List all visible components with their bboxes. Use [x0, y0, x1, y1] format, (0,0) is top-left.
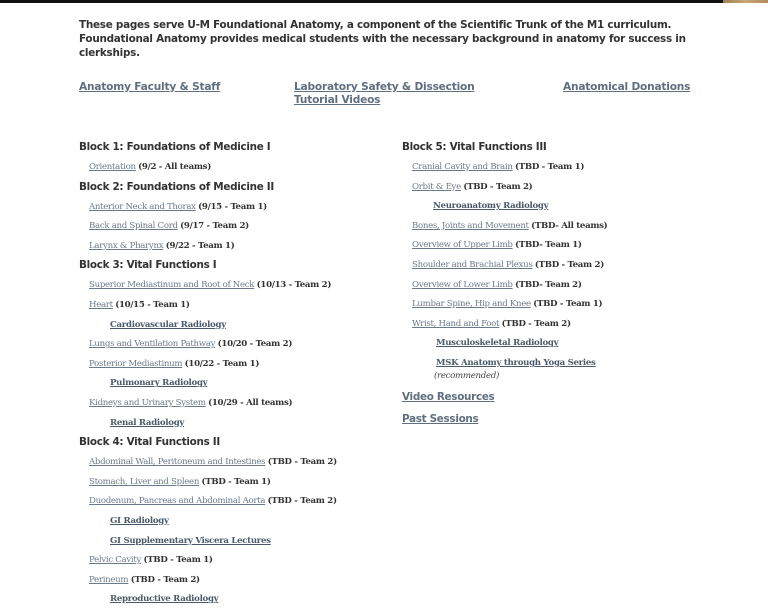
block-5-heading: Block 5: Vital Functions III	[402, 141, 547, 153]
past-sessions-link[interactable]: Past Sessions	[402, 412, 479, 425]
shoulder-brachial-link[interactable]: Shoulder and Brachial Plexus	[412, 259, 533, 270]
item-meta: (TBD- All teams)	[531, 220, 608, 231]
renal-radiology-link[interactable]: Renal Radiology	[110, 417, 185, 428]
item-meta: (TBD - Team 2)	[534, 259, 604, 270]
intro-text: These pages serve U-M Foundational Anatomy, a component of the Scientific Trunk of the M1 curriculum. Foundational Anatomy provides medical students with the necessary background in anatomy for success in clerkships.	[79, 19, 686, 59]
msk-yoga-link[interactable]: MSK Anatomy through Yoga Series	[436, 357, 596, 368]
video-resources-link[interactable]: Video Resources	[402, 390, 495, 403]
block-3-heading: Block 3: Vital Functions I	[79, 259, 217, 272]
list-item	[402, 318, 722, 338]
item-meta: (TBD - Team 1)	[201, 476, 271, 487]
sub-item	[402, 357, 722, 391]
block-1-heading: Block 1: Foundations of Medicine I	[79, 141, 271, 153]
orientation-link[interactable]: Orientation	[89, 162, 136, 172]
list-item	[79, 161, 399, 181]
cranial-cavity-link[interactable]: Cranial Cavity and Brain	[412, 162, 513, 172]
item-meta: (TBD - Team 1)	[515, 162, 585, 172]
kidneys-urinary-link[interactable]: Kidneys and Urinary System	[89, 397, 206, 408]
anterior-neck-thorax-link[interactable]: Anterior Neck and Thorax	[89, 201, 196, 212]
lab-safety-videos-link[interactable]: Laboratory Safety & Dissection Tutorial Videos	[294, 81, 475, 106]
neuroanatomy-radiology-link[interactable]: Neuroanatomy Radiology	[433, 201, 549, 212]
sub-item	[402, 337, 722, 357]
item-meta: (9/15 - Team 1)	[198, 201, 267, 212]
item-meta: (TBD - Team 2)	[130, 574, 200, 585]
item-meta: (TBD - Team 2)	[463, 181, 533, 192]
list-item	[402, 298, 722, 318]
duodenum-pancreas-link[interactable]: Duodenum, Pancreas and Abdominal Aorta	[89, 496, 266, 507]
back-spinal-cord-link[interactable]: Back and Spinal Cord	[89, 221, 178, 232]
anatomical-donations-link[interactable]: Anatomical Donations	[563, 81, 691, 93]
list-item	[79, 397, 399, 417]
list-item	[79, 554, 399, 574]
upper-limb-link[interactable]: Overview of Upper Limb	[412, 240, 513, 251]
item-meta: (9/17 - Team 2)	[180, 221, 249, 232]
list-item	[402, 161, 722, 181]
sub-item	[79, 515, 399, 535]
list-item	[79, 240, 399, 260]
section-link	[402, 391, 722, 413]
sub-item	[79, 417, 399, 437]
superior-mediastinum-link[interactable]: Superior Mediastinum and Root of Neck	[89, 280, 255, 291]
lower-limb-link[interactable]: Overview of Lower Limb	[412, 279, 513, 290]
stomach-liver-spleen-link[interactable]: Stomach, Liver and Spleen	[89, 476, 200, 487]
item-meta: (TBD - Team 1)	[533, 299, 603, 310]
item-meta: (TBD - Team 2)	[501, 318, 571, 329]
list-item	[79, 220, 399, 240]
anatomy-faculty-staff-link[interactable]: Anatomy Faculty & Staff	[79, 81, 221, 93]
item-meta: (10/20 - Team 2)	[217, 339, 293, 350]
gi-supplementary-link[interactable]: GI Supplementary Viscera Lectures	[110, 535, 271, 546]
pulmonary-radiology-link[interactable]: Pulmonary Radiology	[110, 378, 208, 389]
perineum-link[interactable]: Perineum	[89, 574, 129, 585]
list-item	[79, 456, 399, 476]
list-item	[402, 181, 722, 201]
heart-link[interactable]: Heart	[89, 299, 113, 310]
recommended-note: (recommended)	[434, 370, 499, 381]
item-meta: (10/29 - All teams)	[208, 397, 293, 408]
section-link	[402, 413, 722, 435]
block-4-heading: Block 4: Vital Functions II	[79, 436, 220, 449]
orbit-eye-link[interactable]: Orbit & Eye	[412, 181, 461, 192]
list-item	[79, 574, 399, 594]
item-meta: (9/2 - All teams)	[138, 162, 211, 172]
list-item	[402, 279, 722, 299]
top-bar	[0, 0, 768, 3]
item-meta: (10/15 - Team 1)	[115, 299, 190, 310]
reproductive-radiology-link[interactable]: Reproductive Radiology	[110, 594, 219, 605]
sub-item	[79, 319, 399, 339]
item-meta: (TBD - Team 2)	[267, 496, 337, 507]
item-meta: (9/22 - Team 1)	[165, 240, 235, 251]
block-2-heading: Block 2: Foundations of Medicine II	[79, 180, 274, 193]
lungs-ventilation-link[interactable]: Lungs and Ventilation Pathway	[89, 339, 216, 350]
item-meta: (TBD - Team 1)	[143, 555, 213, 566]
pelvic-cavity-link[interactable]: Pelvic Cavity	[89, 555, 142, 566]
lumbar-spine-link[interactable]: Lumbar Spine, Hip and Knee	[412, 299, 531, 310]
bones-joints-link[interactable]: Bones, Joints and Movement	[412, 220, 529, 231]
musculoskeletal-radiology-link[interactable]: Musculoskeletal Radiology	[436, 338, 559, 349]
list-item	[402, 259, 722, 279]
posterior-mediastinum-link[interactable]: Posterior Mediastinum	[89, 358, 183, 369]
cardiovascular-radiology-link[interactable]: Cardiovascular Radiology	[110, 319, 226, 330]
larynx-pharynx-link[interactable]: Larynx & Pharynx	[89, 240, 164, 251]
list-item	[402, 239, 722, 259]
abdominal-wall-link[interactable]: Abdominal Wall, Peritoneum and Intestines	[89, 457, 266, 468]
item-meta: (TBD- Team 1)	[515, 240, 582, 251]
item-meta: (TBD- Team 2)	[515, 279, 582, 290]
list-item	[79, 358, 399, 378]
top-bar-accent	[723, 0, 768, 3]
sub-item	[79, 535, 399, 555]
item-meta: (10/13 - Team 2)	[256, 280, 332, 291]
list-item	[79, 476, 399, 496]
wrist-hand-foot-link[interactable]: Wrist, Hand and Foot	[412, 318, 500, 329]
sub-item	[79, 377, 399, 397]
list-item	[79, 495, 399, 515]
list-item	[79, 299, 399, 319]
right-column	[402, 141, 722, 435]
list-item	[79, 279, 399, 299]
list-item	[79, 338, 399, 358]
list-item	[79, 201, 399, 221]
list-item	[402, 220, 722, 240]
sub-item	[402, 200, 722, 220]
item-meta: (10/22 - Team 1)	[184, 358, 260, 369]
sub-item	[79, 593, 399, 613]
item-meta: (TBD - Team 2)	[267, 457, 337, 468]
gi-radiology-link[interactable]: GI Radiology	[110, 515, 169, 526]
left-column	[79, 141, 399, 613]
